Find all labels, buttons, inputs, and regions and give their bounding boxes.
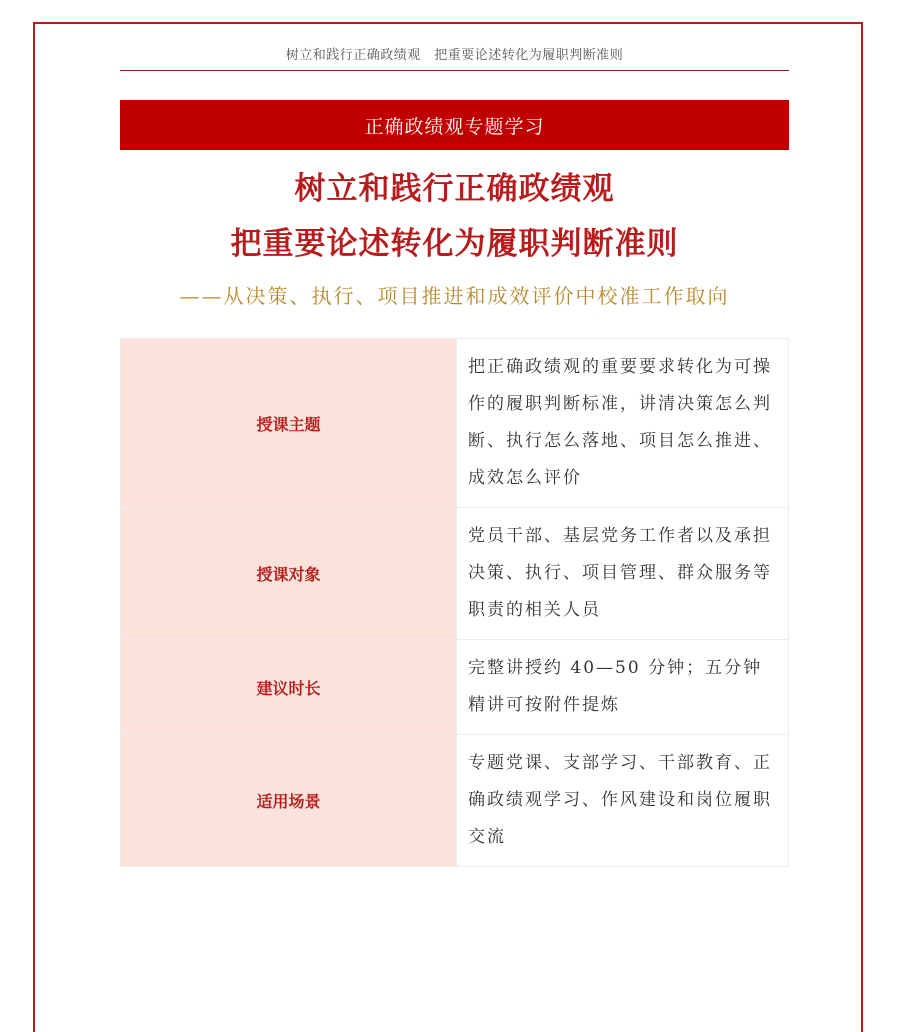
running-header: 树立和践行正确政绩观 把重要论述转化为履职判断准则 — [285, 48, 624, 63]
row-value-audience: 党员干部、基层党务工作者以及承担决策、执行、项目管理、群众服务等职责的相关人员 — [457, 508, 789, 640]
row-value-scenario: 专题党课、支部学习、干部教育、正确政绩观学习、作风建设和岗位履职交流 — [457, 735, 789, 867]
document-title-line2: 把重要论述转化为履职判断准则 — [230, 226, 679, 262]
table-row — [121, 339, 789, 508]
course-info-table — [120, 338, 789, 867]
table-row — [121, 735, 789, 867]
row-value-topic: 把正确政绩观的重要要求转化为可操作的履职判断标准，讲清决策怎么判断、执行怎么落地、项目怎么推进、成效怎么评价 — [457, 339, 789, 508]
row-label-scenario: 适用场景 — [121, 735, 457, 867]
row-label-audience: 授课对象 — [121, 508, 457, 640]
row-label-duration: 建议时长 — [121, 640, 457, 735]
header-divider — [120, 70, 789, 71]
row-label-topic: 授课主题 — [121, 339, 457, 508]
table-row — [121, 508, 789, 640]
row-value-duration: 完整讲授约 40—50 分钟；五分钟精讲可按附件提炼 — [457, 640, 789, 735]
section-banner: 正确政绩观专题学习 — [120, 100, 789, 150]
table-row — [121, 640, 789, 735]
document-title-line1: 树立和践行正确政绩观 — [294, 171, 615, 207]
document-subtitle: ——从决策、执行、项目推进和成效评价中校准工作取向 — [179, 284, 730, 308]
